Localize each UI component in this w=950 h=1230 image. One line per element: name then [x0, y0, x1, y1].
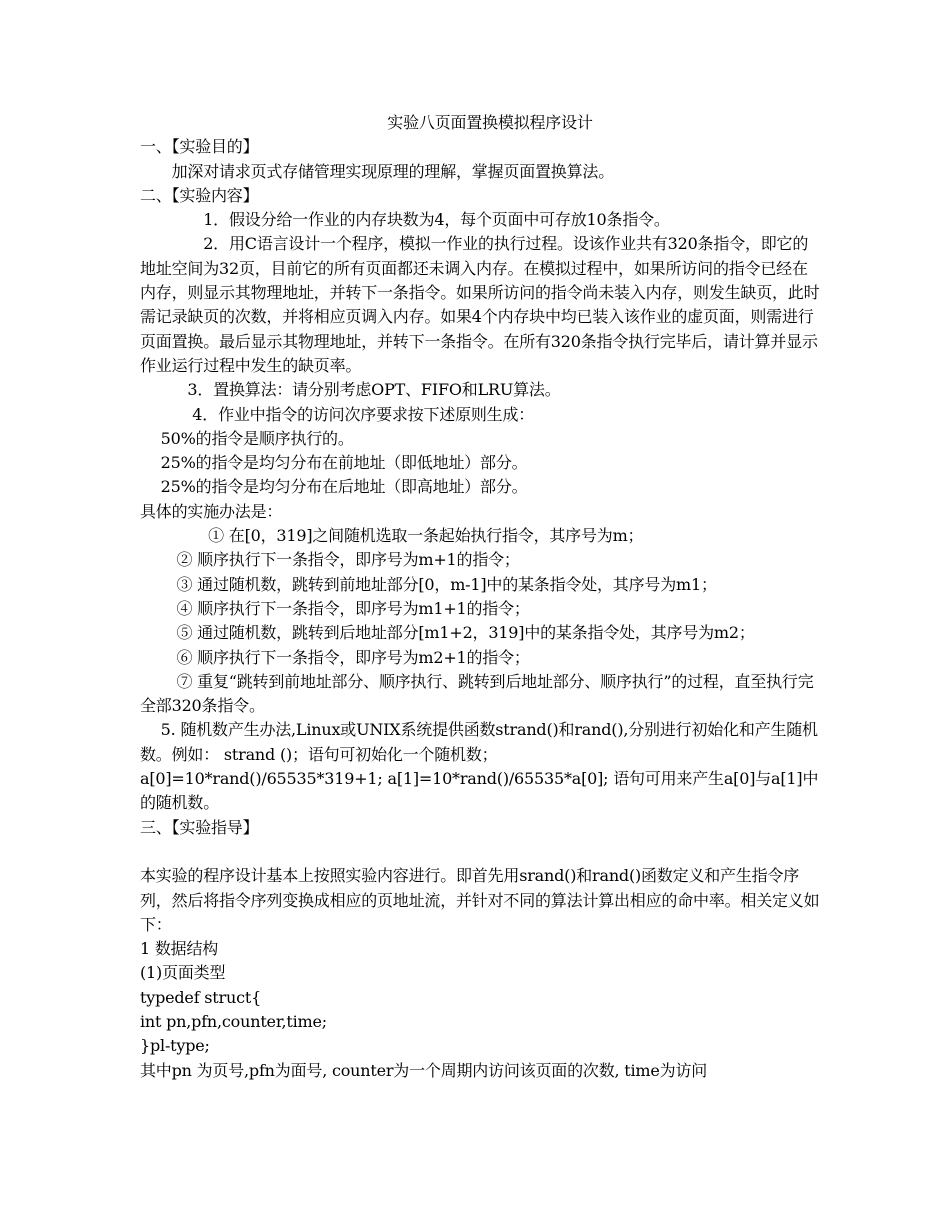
content-item-2: 2．用C语言设计一个程序，模拟一作业的执行过程。设该作业共有320条指令，即它的地址空间为32页，目前它的所有页面都还未调入内存。在模拟过程中，如果所访问的指令已经在内存，则显示其物理地址，并转下一条指令。如果所访问的指令尚未装入内存，则发生缺页，此时需记录缺页的次数，并将相应页调入内存。如果4个内存块中均已装入该作业的虚页面，则需进行页面置换。最后显示其物理地址，并转下一条指令。在所有320条指令执行完毕后，请计算并显示作业运行过程中发生的缺页率。 [140, 234, 820, 375]
section-heading-purpose: 一、【实验目的】 [140, 137, 259, 157]
method-step-4: ④ 顺序执行下一条指令，即序号为m1+1的指令； [140, 598, 530, 618]
blank-line [140, 840, 820, 864]
content-item-4: 4．作业中指令的访问次序要求按下述原则生成： [140, 404, 535, 424]
paragraph-field-description: 其中pn 为页号,pfn为面号, counter为一个周期内访问该页面的次数, time为访问 [140, 1060, 708, 1080]
section-heading-content: 二、【实验内容】 [140, 185, 259, 205]
code-line-3: }pl-type; [140, 1036, 210, 1056]
method-step-1: ① 在[0，319]之间随机选取一条起始执行指令，其序号为m； [140, 526, 644, 546]
content-item-5: 5. 随机数产生办法,Linux或UNIX系统提供函数strand()和rand(),分别进行初始化和产生随机数。例如： strand ()；语句可初始化一个随机数； [140, 720, 818, 764]
rule-line-1: 50%的指令是顺序执行的。 [140, 428, 354, 448]
code-line-2: int pn,pfn,counter,time; [140, 1011, 327, 1031]
content-item-1: 1．假设分给一作业的内存块数为4，每个页面中可存放10条指令。 [140, 210, 670, 230]
rule-line-3: 25%的指令是均匀分布在后地址（即高地址）部分。 [140, 477, 528, 497]
code-line-1: typedef struct{ [140, 987, 262, 1007]
data-structure-heading: 1 数据结构 [140, 939, 219, 959]
paragraph-guide: 本实验的程序设计基本上按照实验内容进行。即首先用srand()和rand()函数定义和产生指令序列，然后将指令序列变换成相应的页地址流，并针对不同的算法计算出相应的命中率。相关定义如下： [140, 866, 820, 934]
method-step-7: ⑦ 重复“跳转到前地址部分、顺序执行、跳转到后地址部分、顺序执行”的过程，直至执行完全部320条指令。 [140, 671, 814, 716]
method-step-6: ⑥ 顺序执行下一条指令，即序号为m2+1的指令； [140, 647, 530, 667]
paragraph-purpose: 加深对请求页式存储管理实现原理的理解，掌握页面置换算法。 [140, 161, 615, 181]
random-code-paragraph: a[0]=10*rand()/65535*319+1; a[1]=10*rand()/65535*a[0]; 语句可用来产生a[0]与a[1]中的随机数。 [140, 769, 819, 813]
page-type-subheading: (1)页面类型 [140, 963, 226, 983]
method-step-2: ② 顺序执行下一条指令，即序号为m+1的指令； [140, 550, 520, 570]
section-heading-guide: 三、【实验指导】 [140, 817, 259, 837]
method-step-3: ③ 通过随机数，跳转到前地址部分[0，m-1]中的某条指令处，其序号为m1； [140, 574, 717, 594]
document-title: 实验八页面置换模拟程序设计 [387, 113, 593, 132]
rule-line-2: 25%的指令是均匀分布在前地址（即低地址）部分。 [140, 453, 528, 473]
method-heading: 具体的实施办法是： [140, 501, 283, 521]
document-body [140, 111, 820, 1083]
method-step-5: ⑤ 通过随机数，跳转到后地址部分[m1+2，319]中的某条指令处，其序号为m2； [140, 623, 755, 643]
content-item-3: 3．置换算法：请分别考虑OPT、FIFO和LRU算法。 [140, 380, 561, 400]
